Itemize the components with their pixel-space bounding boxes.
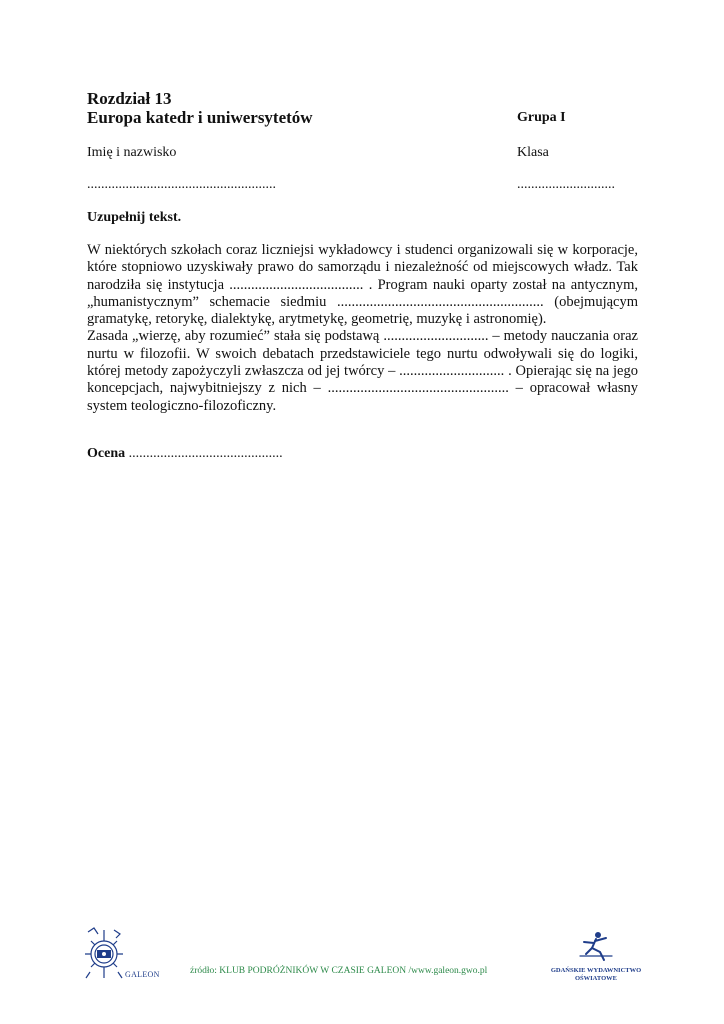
galeon-logo-text: GALEON: [125, 970, 160, 979]
source-credit: źródło: KLUB PODRÓŻNIKÓW W CZASIE GALEON /www.galeon.gwo.pl: [190, 966, 488, 976]
task-instruction: Uzupełnij tekst.: [87, 210, 182, 225]
fill-in-text: [87, 242, 638, 415]
grade-line: [87, 445, 283, 462]
class-field-dots: ............................: [517, 177, 615, 192]
name-label: Imię i nazwisko: [87, 145, 177, 160]
name-field-dots: ......................................................: [87, 177, 276, 192]
group-label: Grupa I: [517, 110, 566, 125]
paragraph-1: W niektórych szkołach coraz liczniejsi wykładowcy i studenci organizowali się w korporacje, które stopniowo uzyskiwały prawo do samorządu i niezależność od miejscowych władz. Tak narodziła się instytucja ..................................... . Program nauki oparty został na antycznym, „humanistycznym” schemacie siedmiu ......................................................... (obejmującym gramatykę, retorykę, dialektykę, arytmetykę, geometrię, muzykę i astronomię).: [87, 242, 638, 328]
publisher-name-line1: GDAŃSKIE WYDAWNICTWO: [550, 967, 642, 974]
grade-label: Ocena: [87, 446, 126, 461]
class-label: Klasa: [517, 145, 549, 160]
chapter-title: Europa katedr i uniwersytetów: [87, 108, 313, 127]
grade-dots: ............................................: [128, 446, 283, 461]
gwo-figure-icon: [576, 930, 616, 962]
publisher-name-line2: OŚWIATOWE: [574, 975, 618, 982]
publisher-logo: [548, 930, 644, 990]
chapter-number: Rozdział 13: [87, 89, 172, 108]
paragraph-2: Zasada „wierzę, aby rozumieć” stała się podstawą ............................. – metody nauczania oraz nurtu w filozofii. W swoich debatach przedstawiciele tego nurtu odwoływali się do logiki, której metody zapożyczyli zwłaszcza od jej twórcy – ............................. . Opierając się na jego koncepcjach, najwybitniejszy z nich – .................................................. – opracował własny system teologiczno-filozoficzny.: [87, 328, 638, 414]
galeon-logo-icon: [80, 922, 130, 982]
